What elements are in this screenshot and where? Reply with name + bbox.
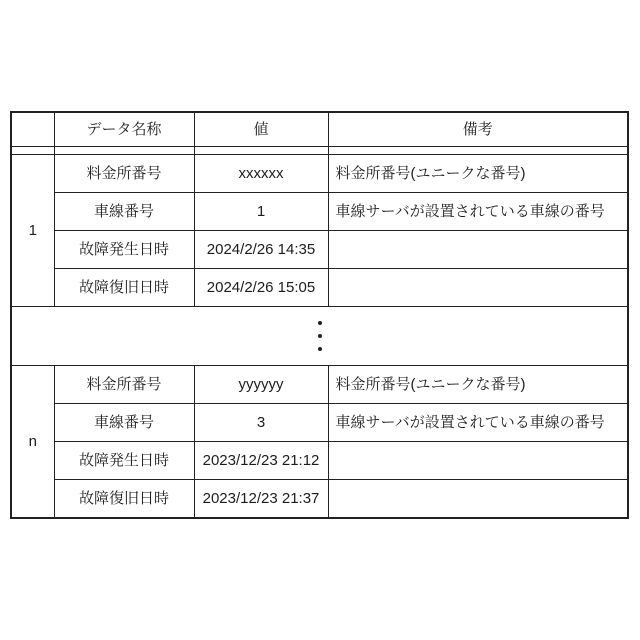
- table-row: [11, 231, 628, 269]
- cell-remarks: [328, 480, 628, 519]
- cell-remarks: 車線サーバが設置されている車線の番号: [328, 193, 628, 231]
- cell-remarks: [328, 231, 628, 269]
- cell-value: 1: [194, 193, 328, 231]
- cell-value: 2024/2/26 14:35: [194, 231, 328, 269]
- header-cell-data-name: データ名称: [54, 112, 194, 147]
- group-1-label: 1: [11, 155, 54, 307]
- cell-name: 故障発生日時: [54, 231, 194, 269]
- cell-remarks: 車線サーバが設置されている車線の番号: [328, 404, 628, 442]
- dot: [318, 334, 322, 338]
- cell-name: 車線番号: [54, 193, 194, 231]
- cell-name: 料金所番号: [54, 155, 194, 193]
- cell-name: 故障復旧日時: [54, 269, 194, 307]
- header-cell-index: [11, 112, 54, 147]
- table-row: [11, 193, 628, 231]
- table-row: [11, 442, 628, 480]
- cell-remarks: [328, 269, 628, 307]
- cell-value: xxxxxx: [194, 155, 328, 193]
- group-n-label: n: [11, 366, 54, 519]
- cell-value: 2024/2/26 15:05: [194, 269, 328, 307]
- cell-value: 3: [194, 404, 328, 442]
- header-cell-remarks: 備考: [328, 112, 628, 147]
- cell-name: 故障発生日時: [54, 442, 194, 480]
- dot: [318, 347, 322, 351]
- table-row: [11, 404, 628, 442]
- cell-value: 2023/12/23 21:37: [194, 480, 328, 519]
- cell-value: 2023/12/23 21:12: [194, 442, 328, 480]
- table-row: [11, 366, 628, 404]
- header-cell-value: 値: [194, 112, 328, 147]
- cell-name: 故障復旧日時: [54, 480, 194, 519]
- fault-history-table: [10, 111, 629, 519]
- vertical-ellipsis-icon: [12, 307, 627, 365]
- header-double-rule: [11, 147, 628, 155]
- cell-remarks: [328, 442, 628, 480]
- cell-value: yyyyyy: [194, 366, 328, 404]
- header-row: [11, 112, 628, 147]
- cell-name: 車線番号: [54, 404, 194, 442]
- dot: [318, 321, 322, 325]
- ellipsis-row: [11, 307, 628, 366]
- cell-remarks: 料金所番号(ユニークな番号): [328, 155, 628, 193]
- table-row: [11, 269, 628, 307]
- table-row: [11, 155, 628, 193]
- cell-remarks: 料金所番号(ユニークな番号): [328, 366, 628, 404]
- table-row: [11, 480, 628, 519]
- cell-name: 料金所番号: [54, 366, 194, 404]
